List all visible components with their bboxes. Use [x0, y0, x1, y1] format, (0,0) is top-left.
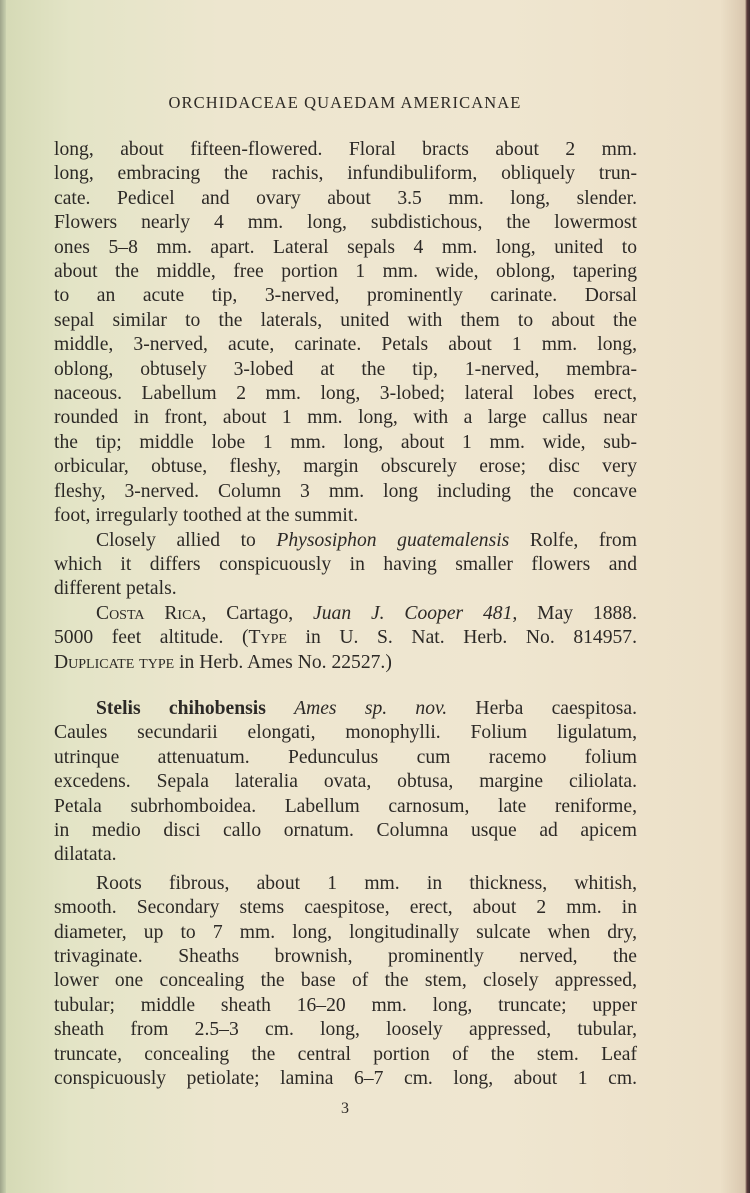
text-line: Caules secundarii elongati, monophylli. Folium ligulatum,	[54, 722, 637, 744]
text-run: in U. S. Nat. Herb. No. 814957.	[286, 627, 637, 649]
text-line: truncate, concealing the central portion of the stem. Leaf	[54, 1043, 637, 1065]
text-line: naceous. Labellum 2 mm. long, 3-lobed; lateral lobes erect,	[54, 383, 637, 405]
text-line: orbicular, obtuse, fleshy, margin obscurely erose; disc very	[54, 456, 637, 478]
section-gap	[54, 675, 637, 697]
text-line: oblong, obtusely 3-lobed at the tip, 1-nerved, membra-	[54, 358, 637, 380]
running-head: ORCHIDACEAE QUAEDAM AMERICANAE	[168, 93, 522, 112]
text-line: about the middle, free portion 1 mm. wide, oblong, tapering	[54, 261, 637, 283]
text-run: in Herb. Ames No. 22527.)	[174, 651, 392, 673]
text-line: smooth. Secondary stems caespitose, erect, about 2 mm. in	[54, 897, 637, 919]
text-line: diameter, up to 7 mm. long, longitudinally sulcate when dry,	[54, 921, 637, 943]
text-line: cate. Pedicel and ovary about 3.5 mm. long, slender.	[54, 187, 637, 209]
locality: Costa Rica	[96, 602, 202, 624]
text-line: Roots fibrous, about 1 mm. in thickness, whitish,	[96, 872, 637, 894]
text-line: sepal similar to the laterals, united with them to about the	[54, 309, 637, 331]
text-line: fleshy, 3-nerved. Column 3 mm. long including the concave	[54, 480, 637, 502]
text-line: conspicuously petiolate; lamina 6–7 cm. long, about 1 cm.	[54, 1068, 637, 1090]
text-line: foot, irregularly toothed at the summit.	[54, 505, 359, 527]
text-run: Rolfe, from	[509, 529, 637, 551]
text-line: rounded in front, about 1 mm. long, with a large callus near	[54, 407, 637, 429]
text-line	[54, 651, 637, 675]
text-line: trivaginate. Sheaths brownish, prominently nerved, the	[54, 946, 637, 967]
text-line: Petala subrhomboidea. Labellum carnosum, late reniforme,	[54, 795, 637, 817]
text-line: excedens. Sepala lateralia ovata, obtusa, margine ciliolata.	[54, 771, 637, 793]
text-run: 5000 feet altitude. (	[54, 627, 249, 649]
duplicate-type-label: Duplicate type	[54, 651, 175, 673]
text-line: to an acute tip, 3-nerved, prominently carinate. Dorsal	[54, 285, 637, 307]
page-number: 3	[341, 1100, 349, 1117]
text-line	[54, 529, 637, 553]
text-line: long, embracing the rachis, infundibuliform, obliquely trun-	[54, 163, 637, 185]
text-line: long, about fifteen-flowered. Floral bracts about 2 mm.	[54, 139, 637, 160]
text-line	[54, 602, 637, 626]
body-text	[54, 138, 637, 1091]
text-line: Flowers nearly 4 mm. long, subdistichous, the lowermost	[54, 212, 637, 234]
text-line: middle, 3-nerved, acute, carinate. Petals about 1 mm. long,	[54, 334, 637, 356]
text-run: , Cartago,	[201, 602, 314, 624]
text-line: utrinque attenuatum. Pedunculus cum racemo folium	[54, 746, 637, 768]
text-line: ones 5–8 mm. apart. Lateral sepals 4 mm. long, united to	[54, 236, 637, 258]
specimen-citation	[54, 602, 637, 675]
text-line: the tip; middle lobe 1 mm. long, about 1 mm. wide, sub-	[54, 431, 637, 453]
collector: Juan J. Cooper 481,	[313, 602, 518, 624]
species-authority: Ames sp. nov.	[294, 697, 448, 719]
species-name: Stelis chihobensis	[96, 697, 266, 719]
text-line: tubular; middle sheath 16–20 mm. long, truncate; upper	[54, 994, 637, 1016]
type-label: Type	[248, 627, 287, 649]
text-line: which it differs conspicuously in having smaller flowers and	[54, 553, 637, 575]
text-line: different petals.	[54, 578, 177, 600]
text-run: May 1888.	[517, 602, 637, 624]
text-line: sheath from 2.5–3 cm. long, loosely appressed, tubular,	[54, 1019, 637, 1041]
text-run: Herba caespitosa.	[447, 697, 637, 719]
species-reference: Physosiphon guatemalensis	[276, 529, 510, 551]
affinity-paragraph	[54, 529, 637, 602]
text-line: lower one concealing the base of the stem, closely appressed,	[54, 970, 637, 992]
english-description	[54, 872, 637, 1092]
text-run: Closely allied to	[96, 529, 277, 551]
description-paragraph-continued	[54, 138, 637, 529]
text-line	[54, 626, 637, 650]
text-line	[54, 697, 637, 721]
text-line: dilatata.	[54, 844, 117, 866]
text-line: in medio disci callo ornatum. Columna usque ad apicem	[54, 819, 637, 841]
latin-diagnosis	[54, 697, 637, 868]
